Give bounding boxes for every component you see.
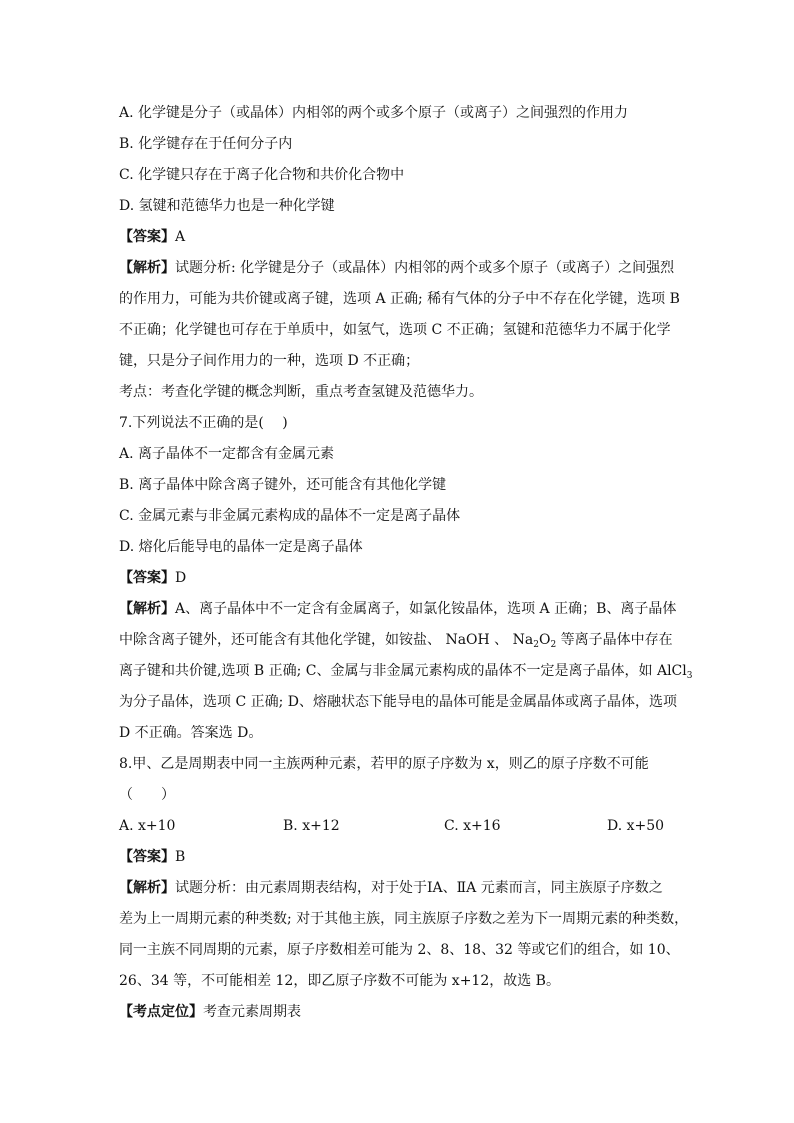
q8-option-b: B. x+12: [283, 818, 340, 834]
answer-value: D: [175, 570, 187, 586]
analysis-label: 【解析】: [119, 260, 175, 276]
q7-option-d: D. 熔化后能导电的晶体一定是离子晶体: [119, 539, 363, 555]
answer-value: B: [175, 849, 186, 865]
q6-option-d: D. 氢键和范德华力也是一种化学键: [119, 198, 335, 214]
analysis-text: 离子键和共价键,选项 B 正确; C、金属与非金属元素构成的晶体不一定是离子晶体，如 AlCl: [119, 663, 687, 679]
analysis-text: O: [538, 632, 551, 648]
q8-analysis-line: 同一主族不同周期的元素，原子序数相差可能为 2、8、18、32 等或它们的组合，如 10、: [119, 942, 680, 958]
q8-analysis-line: 26、34 等，不可能相差 12，即乙原子序数不可能为 x+12，故选 B。: [119, 973, 560, 989]
analysis-text: 试题分析: 化学键是分子（或晶体）内相邻的两个或多个原子（或离子）之间强烈: [175, 260, 675, 276]
q6-kaodian: 考点：考查化学键的概念判断，重点考查氢键及范德华力。: [119, 384, 483, 400]
subscript: 2: [550, 640, 557, 650]
analysis-label: 【解析】: [119, 601, 175, 617]
analysis-text: 等离子晶体中存在: [556, 632, 673, 648]
q6-option-a: A. 化学键是分子（或晶体）内相邻的两个或多个原子（或离子）之间强烈的作用力: [119, 105, 629, 121]
answer-value: A: [175, 229, 186, 245]
q7-option-a: A. 离子晶体不一定都含有金属元素: [119, 446, 335, 462]
answer-label: 【答案】: [119, 849, 175, 865]
q8-option-d: D. x+50: [607, 818, 665, 834]
q8-kaodian: [119, 997, 679, 1028]
q8-option-a: A. x+10: [119, 818, 176, 834]
q7-stem: 7.下列说法不正确的是( ): [119, 415, 288, 431]
q8-analysis-line: 差为上一周期元素的种类数; 对于其他主族，同主族原子序数之差为下一周期元素的种类数，: [119, 911, 689, 927]
subscript: 2: [533, 640, 539, 650]
answer-label: 【答案】: [119, 229, 175, 245]
q6-answer: [119, 222, 679, 253]
q6-analysis-line: 键，只是分子间作用力的一种，选项 D 不正确；: [119, 353, 420, 369]
q7-analysis-line: 为分子晶体，选项 C 正确; D、熔融状态下能导电的晶体可能是金属晶体或离子晶体，选项: [119, 694, 678, 710]
q8-stem-parens: （ ）: [119, 787, 175, 803]
q7-analysis-line: D 不正确。答案选 D。: [119, 725, 263, 741]
kaodian-label: 【考点定位】: [119, 1004, 203, 1020]
q6-option-b: B. 化学键存在于任何分子内: [119, 136, 293, 152]
kaodian-text: 考查元素周期表: [203, 1004, 301, 1020]
analysis-text: 中除含离子键外，还可能含有其他化学键，如铵盐、 NaOH 、 Na: [119, 632, 534, 648]
page-content: [119, 98, 693, 1028]
q8-answer: [119, 842, 679, 873]
q6-analysis-line: 不正确；化学键也可存在于单质中，如氢气，选项 C 不正确；氢键和范德华力不属于化学: [119, 322, 671, 338]
q7-option-b: B. 离子晶体中除含离子键外，还可能含有其他化学键: [119, 477, 447, 493]
subscript: 3: [686, 671, 693, 681]
q6-analysis-line: [119, 253, 679, 284]
q8-stem: 8.甲、乙是周期表中同一主族两种元素，若甲的原子序数为 x，则乙的原子序数不可能: [119, 756, 649, 772]
q8-option-c: C. x+16: [444, 818, 501, 834]
answer-label: 【答案】: [119, 570, 175, 586]
analysis-label: 【解析】: [119, 880, 175, 896]
q6-option-c: C. 化学键只存在于离子化合物和共价化合物中: [119, 167, 405, 183]
q7-analysis-line: [119, 625, 679, 656]
analysis-text: 试题分析：由元素周期表结构，对于处于ⅠA、ⅡA 元素而言，同主族原子序数之: [175, 880, 663, 896]
q7-analysis-line: [119, 594, 679, 625]
q6-analysis-line: 的作用力，可能为共价键或离子键，选项 A 正确; 稀有气体的分子中不存在化学键，选项 B: [119, 291, 680, 307]
analysis-text: A、离子晶体中不一定含有金属离子，如氯化铵晶体，选项 A 正确；B、离子晶体: [175, 601, 677, 617]
q7-analysis-line: [119, 656, 693, 687]
q7-answer: [119, 563, 679, 594]
q8-analysis-line: [119, 873, 679, 904]
q8-options: [119, 811, 679, 842]
q7-option-c: C. 金属元素与非金属元素构成的晶体不一定是离子晶体: [119, 508, 461, 524]
